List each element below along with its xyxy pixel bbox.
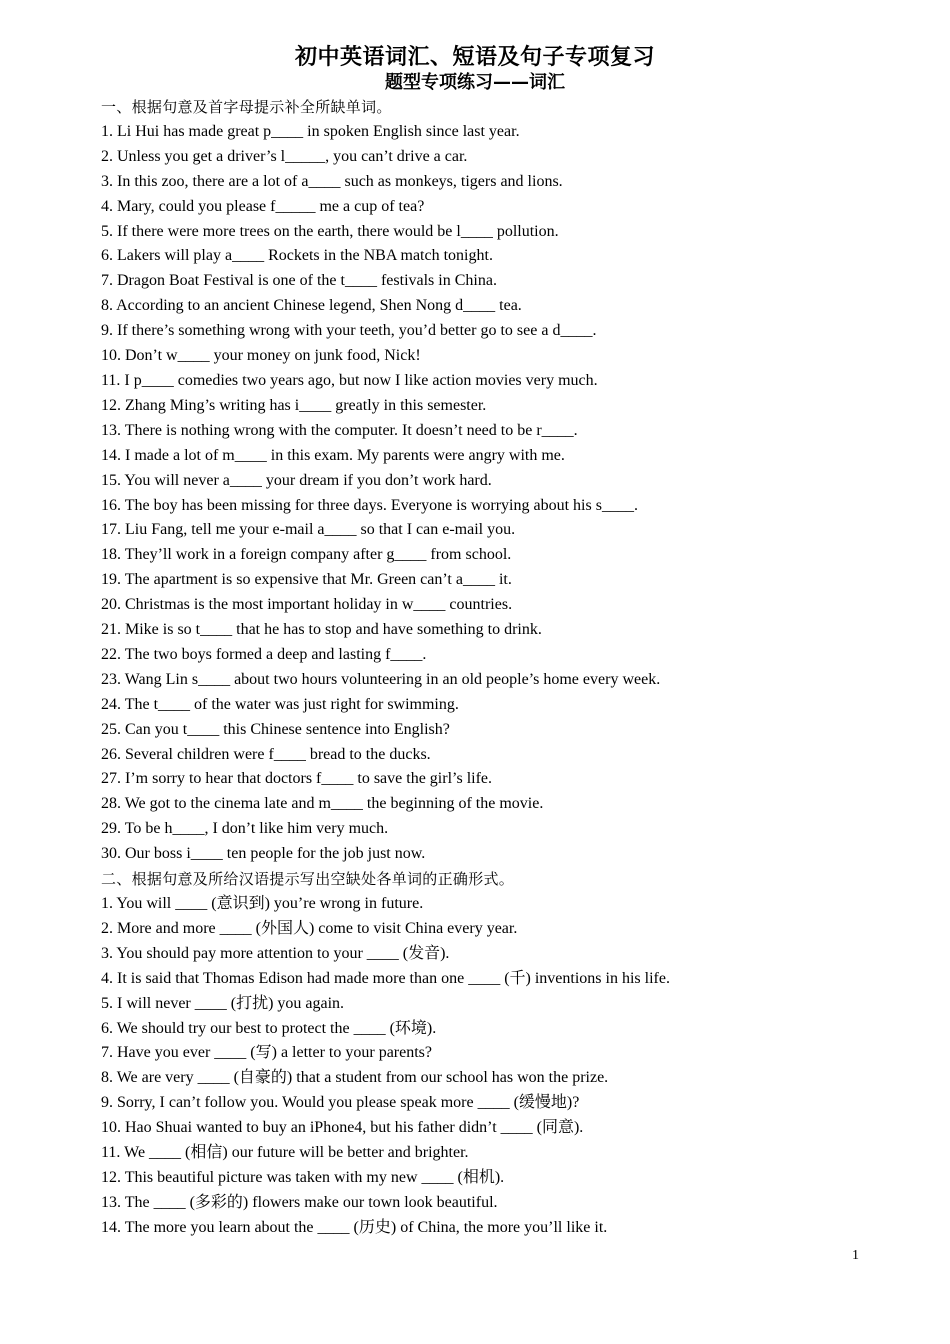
exercise-item: 1. Li Hui has made great p____ in spoken English since last year. bbox=[101, 122, 520, 140]
exercise-item: 18. They’ll work in a foreign company after g____ from school. bbox=[101, 546, 512, 564]
exercise-item: 10. Hao Shuai wanted to buy an iPhone4, but his father didn’t ____ (同意). bbox=[101, 1119, 584, 1137]
exercise-item: 25. Can you t____ this Chinese sentence into English? bbox=[101, 720, 450, 738]
exercise-item: 26. Several children were f____ bread to the ducks. bbox=[101, 745, 431, 763]
exercise-item: 11. We ____ (相信) our future will be better and brighter. bbox=[101, 1144, 469, 1162]
exercise-item: 19. The apartment is so expensive that Mr. Green can’t a____ it. bbox=[101, 571, 512, 589]
section1-heading: 一、根据句意及首字母提示补全所缺单词。 bbox=[101, 98, 392, 116]
exercise-item: 5. If there were more trees on the earth, there would be l____ pollution. bbox=[101, 222, 559, 240]
exercise-item: 27. I’m sorry to hear that doctors f____ to save the girl’s life. bbox=[101, 770, 493, 788]
exercise-item: 23. Wang Lin s____ about two hours volunteering in an old people’s home every week. bbox=[101, 670, 661, 688]
exercise-content bbox=[101, 95, 901, 1241]
exercise-item: 3. You should pay more attention to your ____ (发音). bbox=[101, 944, 450, 962]
exercise-item: 4. Mary, could you please f_____ me a cup of tea? bbox=[101, 197, 425, 215]
document-title: 初中英语词汇、短语及句子专项复习 bbox=[294, 45, 655, 70]
exercise-item: 4. It is said that Thomas Edison had made more than one ____ (千) inventions in his life. bbox=[101, 969, 670, 987]
exercise-item: 14. The more you learn about the ____ (历史) of China, the more you’ll like it. bbox=[101, 1218, 608, 1236]
exercise-item: 6. Lakers will play a____ Rockets in the NBA match tonight. bbox=[101, 247, 493, 265]
exercise-item: 22. The two boys formed a deep and lasting f____. bbox=[101, 645, 427, 663]
exercise-item: 28. We got to the cinema late and m____ the beginning of the movie. bbox=[101, 795, 544, 813]
exercise-item: 7. Have you ever ____ (写) a letter to your parents? bbox=[101, 1044, 432, 1062]
document-subtitle: 题型专项练习——词汇 bbox=[385, 72, 565, 93]
exercise-item: 17. Liu Fang, tell me your e-mail a____ so that I can e-mail you. bbox=[101, 521, 516, 539]
exercise-item: 5. I will never ____ (打扰) you again. bbox=[101, 994, 345, 1012]
exercise-item: 29. To be h____, I don’t like him very much. bbox=[101, 820, 389, 838]
exercise-item: 8. We are very ____ (自豪的) that a student from our school has won the prize. bbox=[101, 1069, 609, 1087]
exercise-item: 9. Sorry, I can’t follow you. Would you please speak more ____ (缓慢地)? bbox=[101, 1094, 580, 1112]
exercise-item: 21. Mike is so t____ that he has to stop and have something to drink. bbox=[101, 621, 542, 639]
exercise-item: 2. More and more ____ (外国人) come to visit China every year. bbox=[101, 919, 518, 937]
exercise-item: 15. You will never a____ your dream if you don’t work hard. bbox=[101, 471, 492, 489]
exercise-item: 30. Our boss i____ ten people for the job just now. bbox=[101, 845, 426, 863]
exercise-item: 8. According to an ancient Chinese legend, Shen Nong d____ tea. bbox=[101, 297, 522, 315]
exercise-item: 9. If there’s something wrong with your teeth, you’d better go to see a d____. bbox=[101, 322, 597, 340]
exercise-item: 7. Dragon Boat Festival is one of the t____ festivals in China. bbox=[101, 272, 497, 290]
section2-heading: 二、根据句意及所给汉语提示写出空缺处各单词的正确形式。 bbox=[101, 870, 515, 889]
exercise-item: 12. Zhang Ming’s writing has i____ greatly in this semester. bbox=[101, 396, 487, 414]
exercise-item: 2. Unless you get a driver’s l_____, you can’t drive a car. bbox=[101, 147, 468, 165]
exercise-item: 20. Christmas is the most important holiday in w____ countries. bbox=[101, 596, 513, 614]
exercise-item: 24. The t____ of the water was just right for swimming. bbox=[101, 695, 459, 713]
exercise-item: 14. I made a lot of m____ in this exam. My parents were angry with me. bbox=[101, 446, 565, 464]
exercise-item: 13. The ____ (多彩的) flowers make our town look beautiful. bbox=[101, 1193, 498, 1211]
exercise-item: 6. We should try our best to protect the ____ (环境). bbox=[101, 1019, 437, 1037]
exercise-item: 1. You will ____ (意识到) you’re wrong in future. bbox=[101, 895, 424, 912]
page-number: 1 bbox=[852, 1248, 859, 1263]
exercise-item: 13. There is nothing wrong with the computer. It doesn’t need to be r____. bbox=[101, 421, 578, 439]
section1-list bbox=[101, 120, 901, 867]
exercise-item: 3. In this zoo, there are a lot of a____ such as monkeys, tigers and lions. bbox=[101, 172, 563, 190]
exercise-item: 16. The boy has been missing for three days. Everyone is worrying about his s____. bbox=[101, 496, 638, 514]
section2-list bbox=[101, 892, 901, 1241]
exercise-item: 10. Don’t w____ your money on junk food, Nick! bbox=[101, 347, 421, 365]
exercise-item: 12. This beautiful picture was taken with my new ____ (相机). bbox=[101, 1168, 505, 1186]
exercise-item: 11. I p____ comedies two years ago, but now I like action movies very much. bbox=[101, 371, 598, 389]
